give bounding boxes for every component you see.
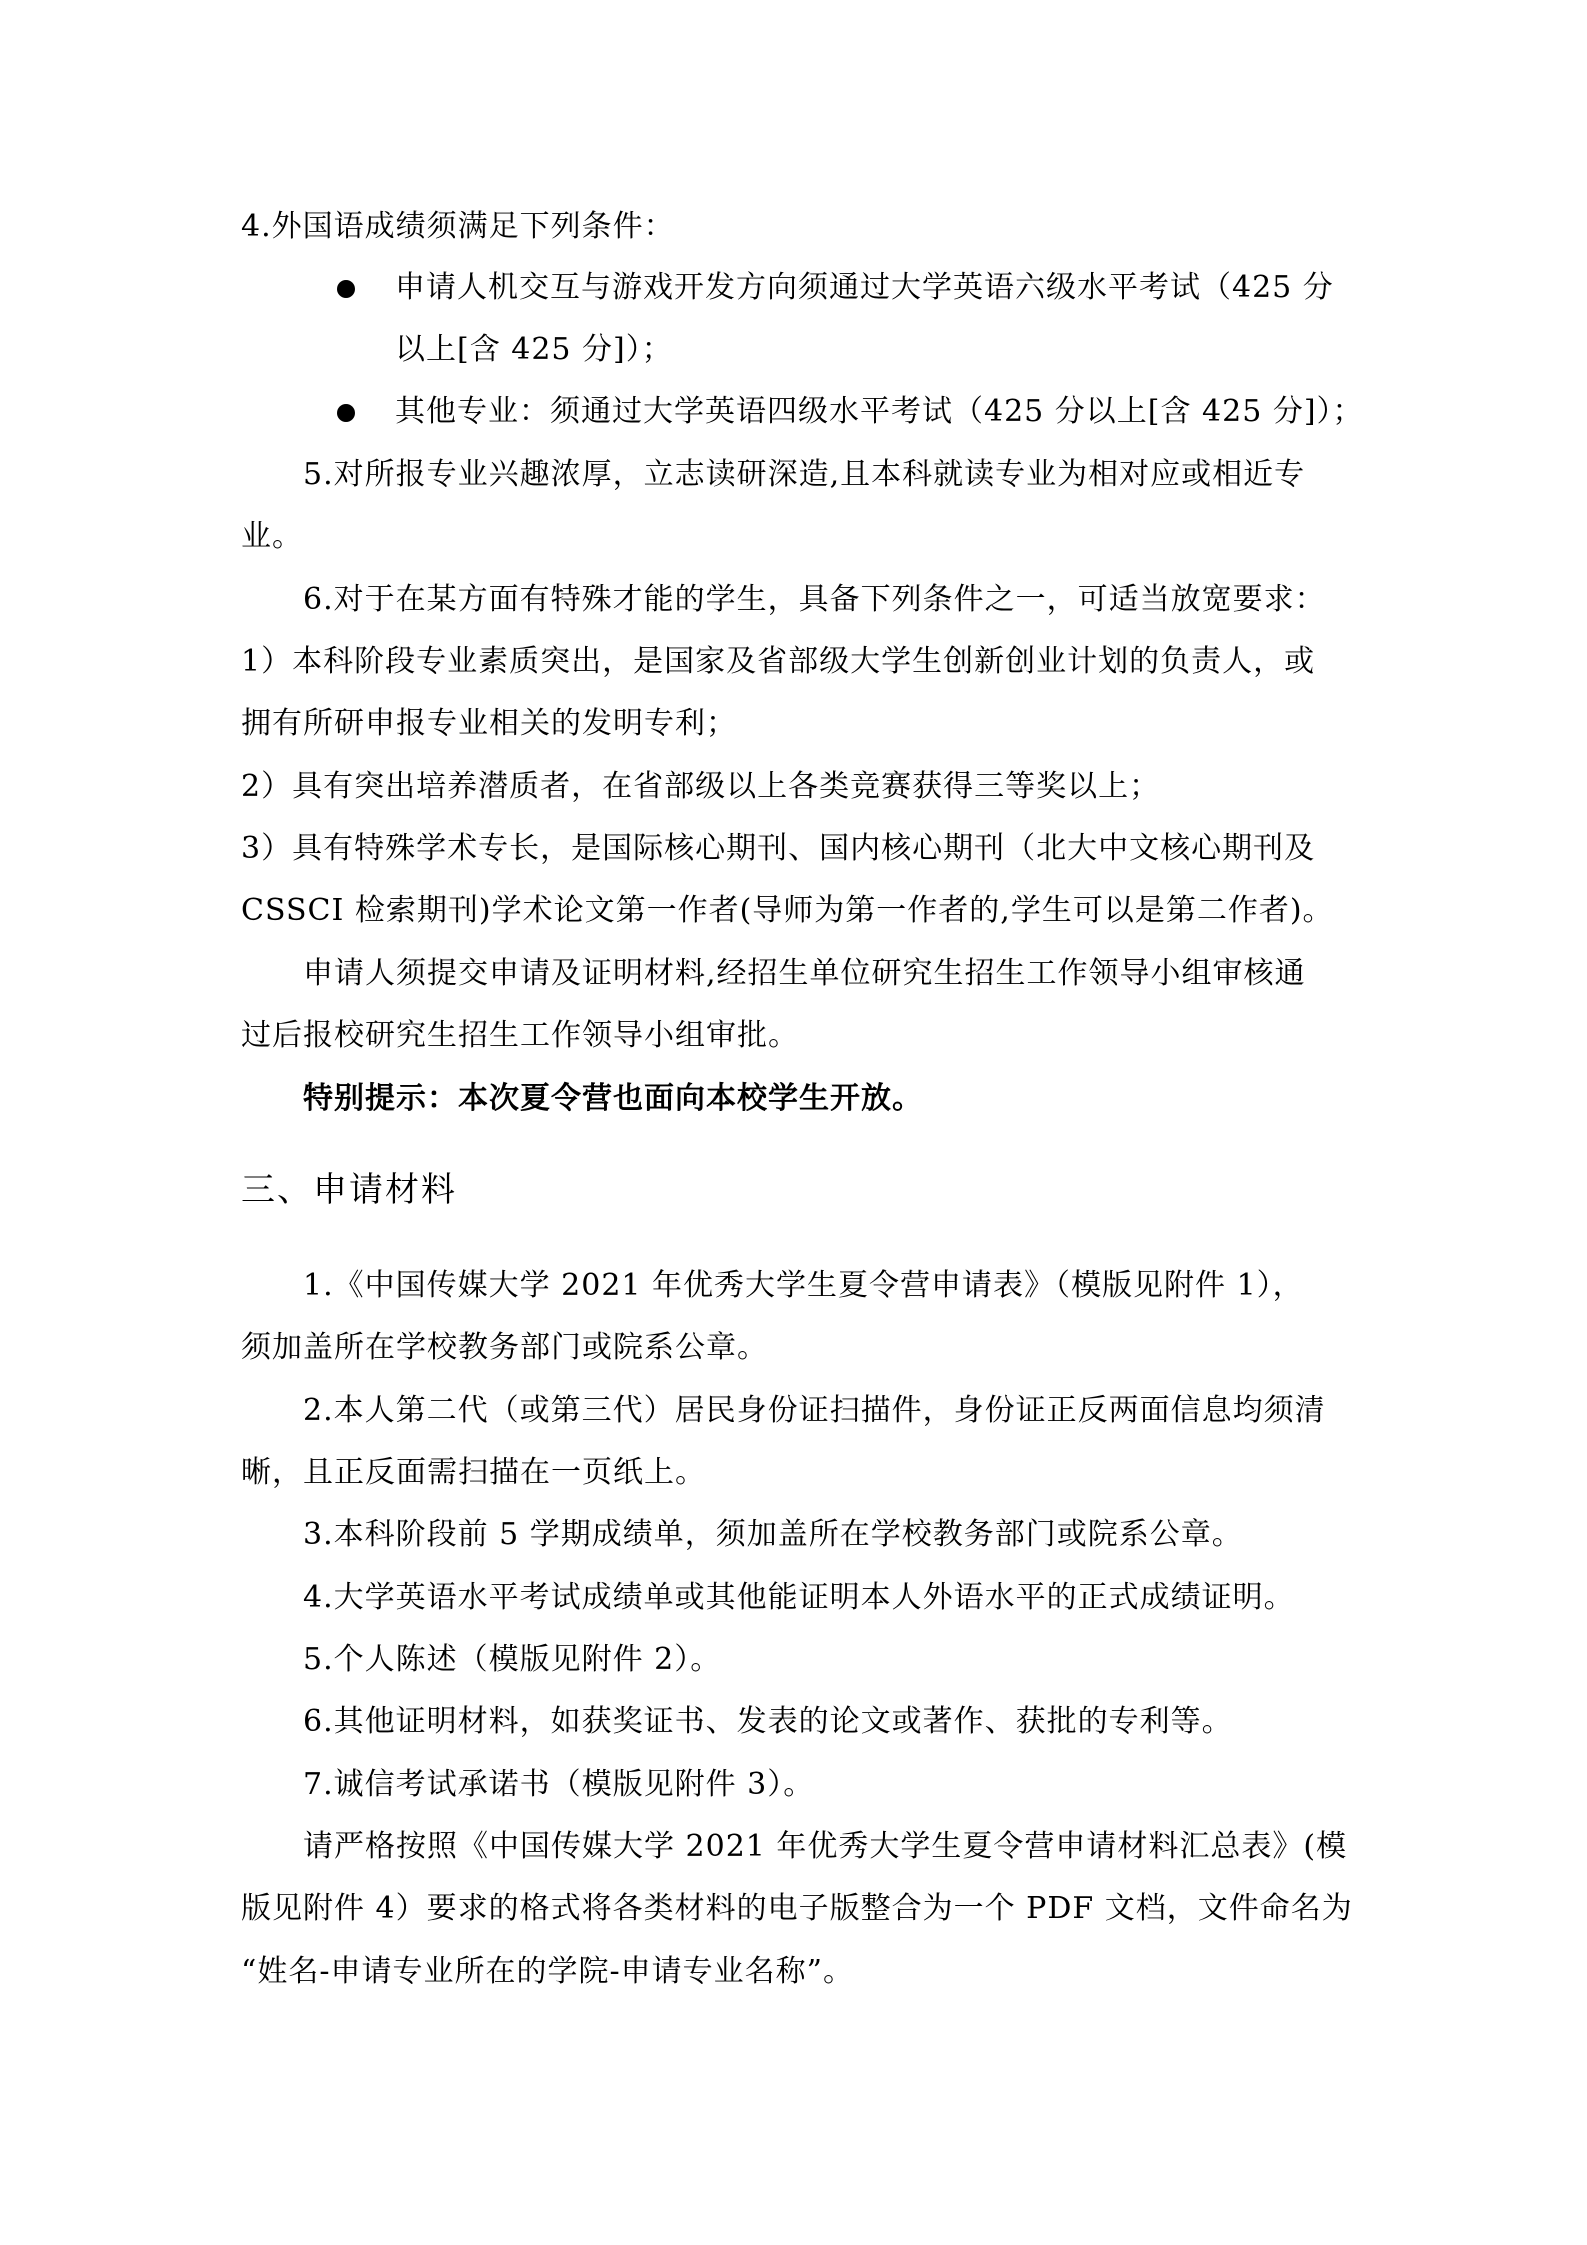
item4-title: 4.外国语成绩须满足下列条件： (241, 209, 675, 244)
material-1-line2: 须加盖所在学校教务部门或院系公章。 (241, 1330, 768, 1365)
material-2-line2: 晰，且正反面需扫描在一页纸上。 (241, 1455, 706, 1490)
item6-sub3-line1: 3）具有特殊学术专长，是国际核心期刊、国内核心期刊（北大中文核心期刊及 (241, 831, 1316, 866)
instruction-line3: “姓名-申请专业所在的学院-申请专业名称”。 (241, 1954, 854, 1989)
item6-sub2: 2）具有突出培养潜质者，在省部级以上各类竞赛获得三等奖以上； (241, 769, 1161, 804)
material-5: 5.个人陈述（模版见附件 2）。 (303, 1642, 722, 1677)
bullet-icon (337, 404, 355, 422)
material-1-line1: 1.《中国传媒大学 2021 年优秀大学生夏令营申请表》（模版见附件 1）， (303, 1268, 1304, 1303)
material-2-line1: 2.本人第二代（或第三代）居民身份证扫描件，身份证正反两面信息均须清 (303, 1393, 1326, 1428)
note-line2: 过后报校研究生招生工作领导小组审批。 (241, 1018, 799, 1053)
item6-line1: 6.对于在某方面有特殊才能的学生，具备下列条件之一，可适当放宽要求： (303, 582, 1326, 617)
instruction-line2: 版见附件 4）要求的格式将各类材料的电子版整合为一个 PDF 文档，文件命名为 (241, 1891, 1353, 1926)
material-6: 6.其他证明材料，如获奖证书、发表的论文或著作、获批的专利等。 (303, 1704, 1233, 1739)
item6-sub3-line2: CSSCI 检索期刊)学术论文第一作者(导师为第一作者的,学生可以是第二作者)。 (241, 893, 1334, 928)
item4-bullet1-line2: 以上[含 425 分]）； (395, 332, 673, 367)
section-heading: 三、申请材料 (241, 1170, 457, 1210)
material-3: 3.本科阶段前 5 学期成绩单，须加盖所在学校教务部门或院系公章。 (303, 1517, 1243, 1552)
item5-line1: 5.对所报专业兴趣浓厚，立志读研深造,且本科就读专业为相对应或相近专 (303, 457, 1306, 492)
material-7: 7.诚信考试承诺书（模版见附件 3）。 (303, 1767, 815, 1802)
special-notice: 特别提示：本次夏令营也面向本校学生开放。 (303, 1081, 923, 1116)
bullet-icon (337, 280, 355, 298)
item5-line2: 业。 (241, 519, 303, 554)
item6-sub1-line1: 1）本科阶段专业素质突出，是国家及省部级大学生创新创业计划的负责人，或 (241, 644, 1316, 679)
note-line1: 申请人须提交申请及证明材料,经招生单位研究生招生工作领导小组审核通 (303, 956, 1306, 991)
instruction-line1: 请严格按照《中国传媒大学 2021 年优秀大学生夏令营申请材料汇总表》(模 (303, 1829, 1348, 1864)
material-4: 4.大学英语水平考试成绩单或其他能证明本人外语水平的正式成绩证明。 (303, 1580, 1295, 1615)
item6-sub1-line2: 拥有所研申报专业相关的发明专利； (241, 706, 737, 741)
item4-bullet2: 其他专业：须通过大学英语四级水平考试（425 分以上[含 425 分]）； (395, 394, 1364, 429)
item4-bullet1-line1: 申请人机交互与游戏开发方向须通过大学英语六级水平考试（425 分 (395, 270, 1334, 305)
